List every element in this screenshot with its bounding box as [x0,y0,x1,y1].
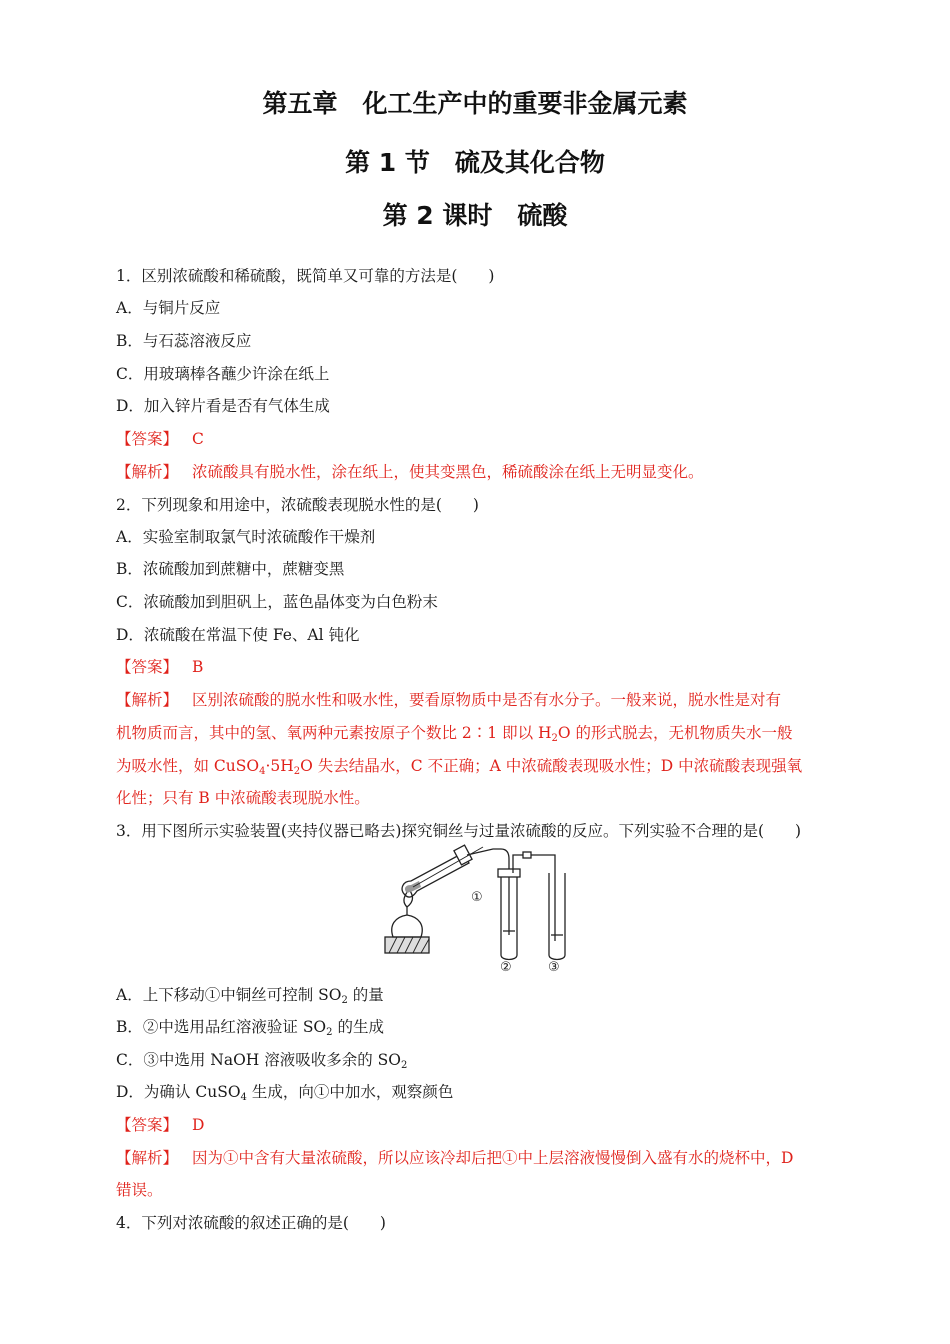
label-3: ③ [548,960,560,973]
q3-stem: 3．用下图所示实验装置(夹持仪器已略去)探究铜丝与过量浓硫酸的反应。下列实验不合理的是( ) [116,822,802,840]
q3-answer-value: D [192,1116,205,1134]
subscript: 2 [341,995,348,1006]
q1-stem: 1．区别浓硫酸和稀硫酸，既简单又可靠的方法是( ) [116,267,495,285]
analysis-tag: 【解析】 [116,1149,179,1167]
copper-wire [413,847,483,887]
q2-analysis-line-2 [116,723,838,749]
q3-option-c-text: C．③中选用 NaOH 溶液吸收多余的 SO [116,1051,401,1069]
subscript: 4 [259,766,266,777]
q2-analysis-text-3a: 为吸水性，如 CuSO [116,757,260,775]
q2-analysis-line-3 [116,756,838,782]
subscript: 2 [326,1027,333,1038]
q2-analysis-text-2c: O 的形式脱去，无机物质失水一般 [557,724,793,742]
q3-option-d-tail: 生成，向①中加水，观察颜色 [246,1083,454,1101]
q2-analysis-text-3c: ·5H [265,757,294,775]
q2-option-c: C．浓硫酸加到胆矾上，蓝色晶体变为白色粉末 [116,593,438,611]
answer-tag: 【答案】 [116,1116,179,1134]
q3-option-d [116,1082,838,1108]
rubber-joint [523,852,531,858]
q3-option-b-tail: 的生成 [332,1018,384,1036]
chapter-title: 第五章 化工生产中的重要非金属元素 [262,89,688,118]
q3-option-a-text: A．上下移动①中铜丝可控制 SO [116,986,342,1004]
q3-option-b-text: B．②中选用品红溶液验证 SO [116,1018,327,1036]
q2-analysis-text-1: 区别浓硫酸的脱水性和吸水性，要看原物质中是否有水分子。一般来说，脱水性是对有 [192,691,782,709]
lesson-title: 第 2 课时 硫酸 [382,201,568,230]
subscript: 2 [401,1060,408,1071]
q3-analysis-line-1 [116,1148,838,1168]
q3-analysis-line-2: 错误。 [116,1181,163,1199]
q2-analysis-line-4: 化性；只有 B 中浓硫酸表现脱水性。 [116,789,370,807]
subscript: 4 [240,1092,247,1103]
test-tube-3 [549,873,565,960]
stopper-2 [498,869,520,877]
q2-option-a: A．实验室制取氯气时浓硫酸作干燥剂 [116,528,376,546]
q4-stem: 4．下列对浓硫酸的叙述正确的是( ) [116,1214,386,1232]
label-2: ② [500,960,512,973]
lab-apparatus-diagram [383,843,573,973]
q3-option-a [116,985,838,1011]
q1-option-d: D．加入锌片看是否有气体生成 [116,397,330,415]
q1-option-a: A．与铜片反应 [116,299,221,317]
answer-tag: 【答案】 [116,658,179,676]
q3-answer [116,1115,838,1135]
q2-analysis-text-3e: O 失去结晶水，C 不正确；A 中浓硫酸表现吸水性；D 中浓硫酸表现强氧 [300,757,803,775]
section-title: 第 1 节 硫及其化合物 [345,148,605,177]
subscript: 2 [551,733,558,744]
q1-answer [116,429,838,449]
q1-analysis-text: 浓硫酸具有脱水性，涂在纸上，使其变黑色，稀硫酸涂在纸上无明显变化。 [192,463,704,481]
subscript: 2 [293,766,301,777]
label-1: ① [471,890,483,905]
q3-option-d-text: D．为确认 CuSO [116,1083,241,1101]
q1-answer-value: C [192,430,204,448]
analysis-tag: 【解析】 [116,463,179,481]
q2-stem: 2．下列现象和用途中，浓硫酸表现脱水性的是( ) [116,496,479,514]
q3-analysis-text-1: 因为①中含有大量浓硫酸，所以应该冷却后把①中上层溶液慢慢倒入盛有水的烧杯中，D [192,1149,794,1167]
q3-option-c [116,1050,838,1076]
q3-option-b [116,1017,838,1043]
q1-analysis [116,462,838,482]
q1-option-b: B．与石蕊溶液反应 [116,332,252,350]
tube-liquid [405,881,421,893]
q2-analysis-text-2a: 机物质而言，其中的氢、氧两种元素按原子个数比 2∶1 即以 H [116,724,552,742]
q1-option-c: C．用玻璃棒各蘸少许涂在纸上 [116,365,330,383]
answer-tag: 【答案】 [116,430,179,448]
analysis-tag: 【解析】 [116,691,179,709]
q2-option-d: D．浓硫酸在常温下使 Fe、Al 钝化 [116,626,360,644]
q2-option-b: B．浓硫酸加到蔗糖中，蔗糖变黑 [116,560,345,578]
q2-analysis-line-1 [116,690,838,710]
q2-answer-value: B [192,658,204,676]
alcohol-lamp [392,915,422,937]
q2-answer [116,657,838,677]
q3-option-a-tail: 的量 [347,986,384,1004]
